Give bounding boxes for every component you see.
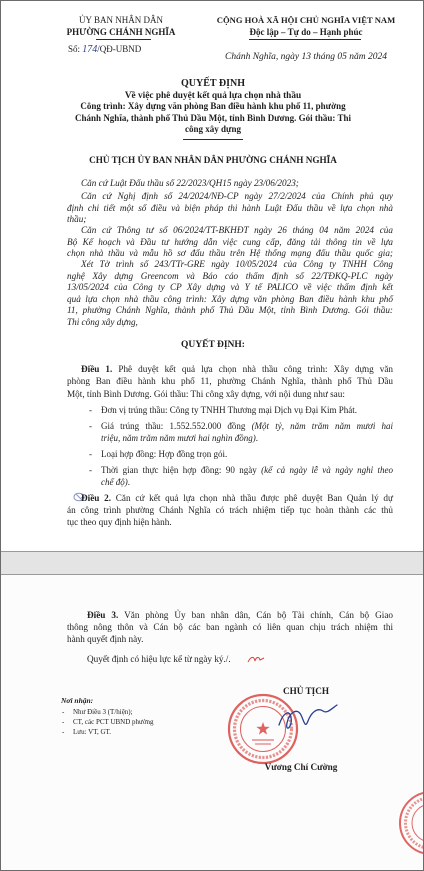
preamble-line: Căn cứ Luật Đấu thầu số 22/2023/QH15 ngày 23/06/2023; (81, 178, 299, 188)
country-name: CỘNG HOÀ XÃ HỘI CHỦ NGHĨA VIỆT NAM (216, 15, 396, 25)
article-text: Văn phòng Ủy ban nhân dân, Cán bộ Tài chính, Cán bộ Giao (124, 610, 394, 620)
decides-heading: QUYẾT ĐỊNH: (181, 340, 245, 350)
unit-underline (96, 39, 151, 40)
duration-end: . (127, 477, 130, 487)
winner-text: Đơn vị trúng thầu: Công ty TNHH Thương mại Dịch vụ Đại Kim Phát. (101, 405, 358, 415)
signature-icon (277, 699, 339, 739)
bullet-dash: - (62, 708, 65, 716)
preamble-line: Căn cứ Thông tư số 06/2024/TT-BKHĐT ngày 26 tháng 04 năm 2024 của (81, 225, 393, 235)
recipient-text: Lưu: VT, GT. (73, 728, 112, 736)
preamble-circular (67, 225, 393, 260)
contract-type-text: Loại hợp đồng: Hợp đồng trọn gói. (101, 449, 228, 459)
article-3 (67, 609, 393, 645)
motto-underline (249, 39, 361, 40)
duration-text: Thời gian thực hiện hợp đồng: 90 ngày (101, 465, 257, 475)
preamble-line: Căn cứ Nghị định số 24/2024/NĐ-CP ngày 27/2/2024 của Chính phủ quy (81, 191, 393, 201)
preamble-line: quả lựa chọn nhà thầu công trình: Xây dựng văn phòng Ban điều hành khu phố (67, 293, 393, 304)
article-label: Điều 1. (81, 364, 113, 374)
bullet-dash: - (89, 449, 92, 459)
duration-line (101, 464, 393, 476)
preamble-decree (67, 191, 393, 226)
article-2 (67, 492, 393, 528)
preamble-law (67, 178, 393, 190)
article-line (67, 363, 393, 375)
list-item-price (89, 420, 393, 444)
effective-clause: Quyết định có hiệu lực kể từ ngày ký./. (87, 654, 231, 664)
recipient-text: CT, các PCT UBND phường (73, 718, 154, 726)
recipient-item (62, 707, 133, 717)
article-line: án công trình phường Chánh Nghĩa có trách nhiệm tiếp tục hoàn thành các thủ (67, 505, 393, 515)
duration-note: (kể cả ngày lễ và ngày nghỉ theo (261, 465, 394, 475)
price-end: . (255, 433, 258, 443)
ink-mark (71, 490, 87, 504)
recipient-item (62, 717, 154, 727)
bullet-dash: - (89, 421, 92, 431)
price-line (101, 432, 393, 444)
project-line: công xây dựng (185, 124, 241, 135)
article-line (67, 609, 393, 621)
article-1 (67, 363, 393, 400)
page-2 (1, 574, 423, 870)
document-subject: Về việc phê duyệt kết quả lựa chọn nhà thầu (124, 91, 302, 101)
handwritten-number: 174 (82, 44, 98, 55)
list-item-contract-type (89, 448, 393, 460)
preamble-line: Bộ Kế hoạch và Đầu tư hướng dẫn việc cung cấp, đăng tải thông tin về lựa (67, 236, 393, 247)
place-date: Chánh Nghĩa, ngày 13 tháng 05 năm 2024 (224, 52, 388, 62)
recipients-label: Nơi nhận: (61, 696, 94, 705)
national-motto: Độc lập – Tự do – Hạnh phúc (249, 27, 363, 37)
bullet-dash: - (62, 718, 65, 726)
preamble-line: thầu; (67, 214, 87, 224)
article-text: Phê duyệt kết quả lựa chọn nhà thầu công trình: Xây dựng văn (118, 364, 393, 374)
duration-line (101, 476, 393, 488)
price-in-words: (Một tỷ, năm trăm năm mươi hai (251, 421, 393, 431)
preamble-line: Thi công xây dựng, (67, 316, 138, 327)
project-line: Công trình: Xây dựng văn phòng Ban điều hành khu phố 11, phường (80, 101, 346, 111)
article-label: Điều 3. (87, 610, 119, 620)
number-code: /QĐ-UBND (97, 44, 142, 54)
recipient-text: Như Điều 3 (T/hiện); (73, 708, 133, 716)
agency-name: ỦY BAN NHÂN DÂN (79, 15, 163, 25)
article-line: phòng Ban điều hành khu phố 11, phường Chánh Nghĩa, thành phố Thủ Dầu (67, 376, 393, 387)
price-amount: Giá trúng thầu: 1.552.552.000 đồng (101, 421, 246, 431)
article-line: tục theo quy định hiện hành. (67, 517, 172, 527)
article-line: thông nông thôn và Cán bộ các ban ngành có liên quan chịu trách nhiệm thi (67, 622, 393, 632)
recipient-item (62, 727, 112, 737)
initial-mark (247, 655, 265, 664)
project-line: Chánh Nghĩa, thành phố Thủ Dầu Một, tỉnh Bình Dương. Gói thầu: Thi (75, 112, 351, 123)
article-label: Điều 2. (81, 493, 112, 503)
price-line (101, 420, 393, 432)
title-underline (183, 139, 243, 140)
preamble-line: nghệ Xây dựng Greencom và Báo cáo thẩm định số 22/TĐKQ-PLC ngày (67, 270, 393, 281)
issuing-authority: CHỦ TỊCH ỦY BAN NHÂN DÂN PHƯỜNG CHÁNH NGHĨA (89, 155, 337, 165)
bullet-dash: - (89, 465, 92, 475)
price-in-words: triệu, năm trăm năm mươi hai nghìn đồng) (101, 433, 256, 443)
article-line: Một, tỉnh Bình Dương. Gói thầu: Thi công xây dựng, với nội dung như sau: (67, 388, 345, 399)
bullet-dash: - (62, 728, 65, 736)
page-1 (1, 1, 423, 552)
edge-seal-icon (397, 789, 423, 857)
unit-name: PHƯỜNG CHÁNH NGHĨA (66, 27, 176, 37)
project-title (13, 101, 413, 136)
preamble-line: 11, phường Chánh Nghĩa, thành phố Thủ Dầu Một, tỉnh Bình Dương. Gói thầu: (67, 305, 393, 315)
preamble-line: Xét Tờ trình số 243/TTr-GRE ngày 10/05/2024 của Công ty TNHH Công (81, 259, 393, 269)
duration-note: chế độ) (101, 477, 128, 487)
number-label: Số: (68, 44, 81, 54)
preamble-submission (67, 259, 393, 328)
signer-title: CHỦ TỊCH (282, 686, 330, 696)
signer-name: Vương Chí Cường (264, 762, 338, 772)
preamble-line: định chi tiết một số điều và biện pháp thi hành Luật Đấu thầu về lựa chọn nhà (67, 202, 393, 213)
article-text: Căn cứ kết quả lựa chọn nhà thầu được phê duyệt Ban Quản lý dự (115, 493, 393, 503)
bullet-dash: - (89, 405, 92, 415)
list-item-winner (89, 404, 393, 416)
article-line (67, 492, 393, 504)
preamble-line: chọn nhà thầu và mẫu hồ sơ đấu thầu trên Hệ thống mạng đấu thầu quốc gia; (67, 248, 393, 258)
preamble-line: 13/05/2024 của Công ty CP Xây dựng và Y tế PALICO về việc thẩm định kết (67, 282, 393, 292)
article-line: hành quyết định này. (67, 634, 144, 644)
document-number (68, 43, 141, 56)
document-heading: QUYẾT ĐỊNH (181, 78, 245, 89)
list-item-duration (89, 464, 394, 488)
